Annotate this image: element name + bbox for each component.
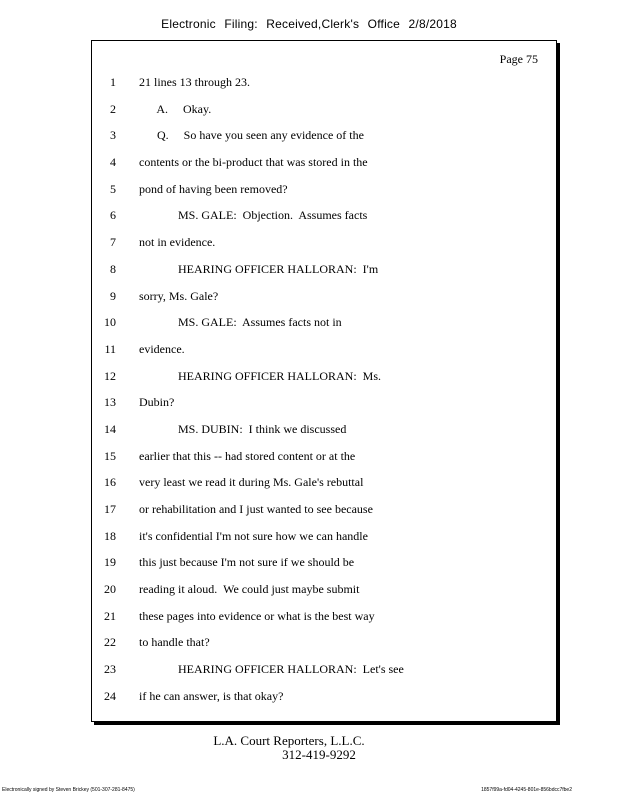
line-number: 3 [110,128,116,143]
line-number: 8 [110,261,116,276]
transcript-lines [92,69,556,710]
line-text: HEARING OFFICER HALLORAN: Ms. [139,368,382,383]
transcript-line [92,629,556,656]
line-number: 2 [110,101,116,116]
transcript-line [92,363,556,390]
line-text: these pages into evidence or what is the best way [139,608,375,623]
transcript-line [92,309,556,336]
court-reporter-phone: 312-419-9292 [282,747,356,762]
line-number: 23 [104,662,116,677]
line-number: 10 [104,315,116,330]
line-text: to handle that? [139,635,210,650]
transcript-line [92,283,556,310]
line-text: very least we read it during Ms. Gale's rebuttal [139,475,364,490]
page-number: Page 75 [499,52,538,66]
line-text: Dubin? [139,395,175,410]
transcript-line [92,149,556,176]
line-text: if he can answer, is that okay? [139,688,284,703]
transcript-page [91,40,557,722]
line-number: 15 [104,448,116,463]
line-number: 4 [110,155,116,170]
line-text: contents or the bi-product that was stored in the [139,155,368,170]
line-number: 18 [104,528,116,543]
line-number: 24 [104,688,116,703]
line-number: 6 [110,208,116,223]
filing-stamp: Electronic Filing: Received,Clerk's Office 2/8/2018 [161,17,457,31]
line-text: evidence. [139,341,185,356]
line-text: MS. GALE: Assumes facts not in [139,315,342,330]
transcript-line [92,416,556,443]
transcript-line [92,549,556,576]
transcript-line [92,202,556,229]
document-hash: 1857f99a-fd04-4245-801e-856bdcc7fbe2 [481,787,572,793]
line-number: 19 [104,555,116,570]
transcript-line [92,656,556,683]
line-number: 5 [110,181,116,196]
line-text: earlier that this -- had stored content or at the [139,448,356,463]
line-number: 17 [104,502,116,516]
transcript-line [92,122,556,149]
line-text: reading it aloud. We could just maybe submit [139,582,360,597]
line-number: 20 [104,582,116,597]
line-text: MS. DUBIN: I think we discussed [139,421,347,436]
line-number: 21 [104,608,116,623]
transcript-line [92,603,556,630]
transcript-line [92,443,556,470]
transcript-line [92,389,556,416]
line-text: sorry, Ms. Gale? [139,288,219,303]
line-text: 21 lines 13 through 23. [139,75,250,89]
line-number: 22 [104,635,116,650]
line-text: MS. GALE: Objection. Assumes facts [139,208,368,223]
line-text: or rehabilitation and I just wanted to see because [139,502,373,516]
transcript-line [92,336,556,363]
line-text: not in evidence. [139,235,216,250]
line-number: 9 [110,288,116,303]
transcript-line [92,96,556,123]
transcript-line [92,176,556,203]
line-number: 14 [104,421,116,436]
line-number: 11 [104,341,116,356]
line-number: 13 [104,395,116,410]
line-number: 1 [110,75,116,89]
transcript-line [92,683,556,710]
transcript-line [92,496,556,523]
transcript-line [92,576,556,603]
line-text: Q. So have you seen any evidence of the [139,128,364,143]
electronic-signature: Electronically signed by Steven Brickey (501-307-281-8475) [2,787,135,793]
line-text: HEARING OFFICER HALLORAN: I'm [139,261,379,276]
line-text: it's confidential I'm not sure how we can handle [139,528,368,543]
transcript-line [92,523,556,550]
line-number: 12 [104,368,116,383]
transcript-line [92,69,556,96]
line-text: pond of having been removed? [139,181,288,196]
line-number: 7 [110,235,116,250]
court-reporter-name: L.A. Court Reporters, L.L.C. [213,733,365,748]
transcript-line [92,256,556,283]
line-text: HEARING OFFICER HALLORAN: Let's see [139,662,404,677]
line-text: this just because I'm not sure if we should be [139,555,355,570]
transcript-line [92,469,556,496]
transcript-line [92,229,556,256]
line-text: A. Okay. [139,101,212,116]
line-number: 16 [104,475,116,490]
